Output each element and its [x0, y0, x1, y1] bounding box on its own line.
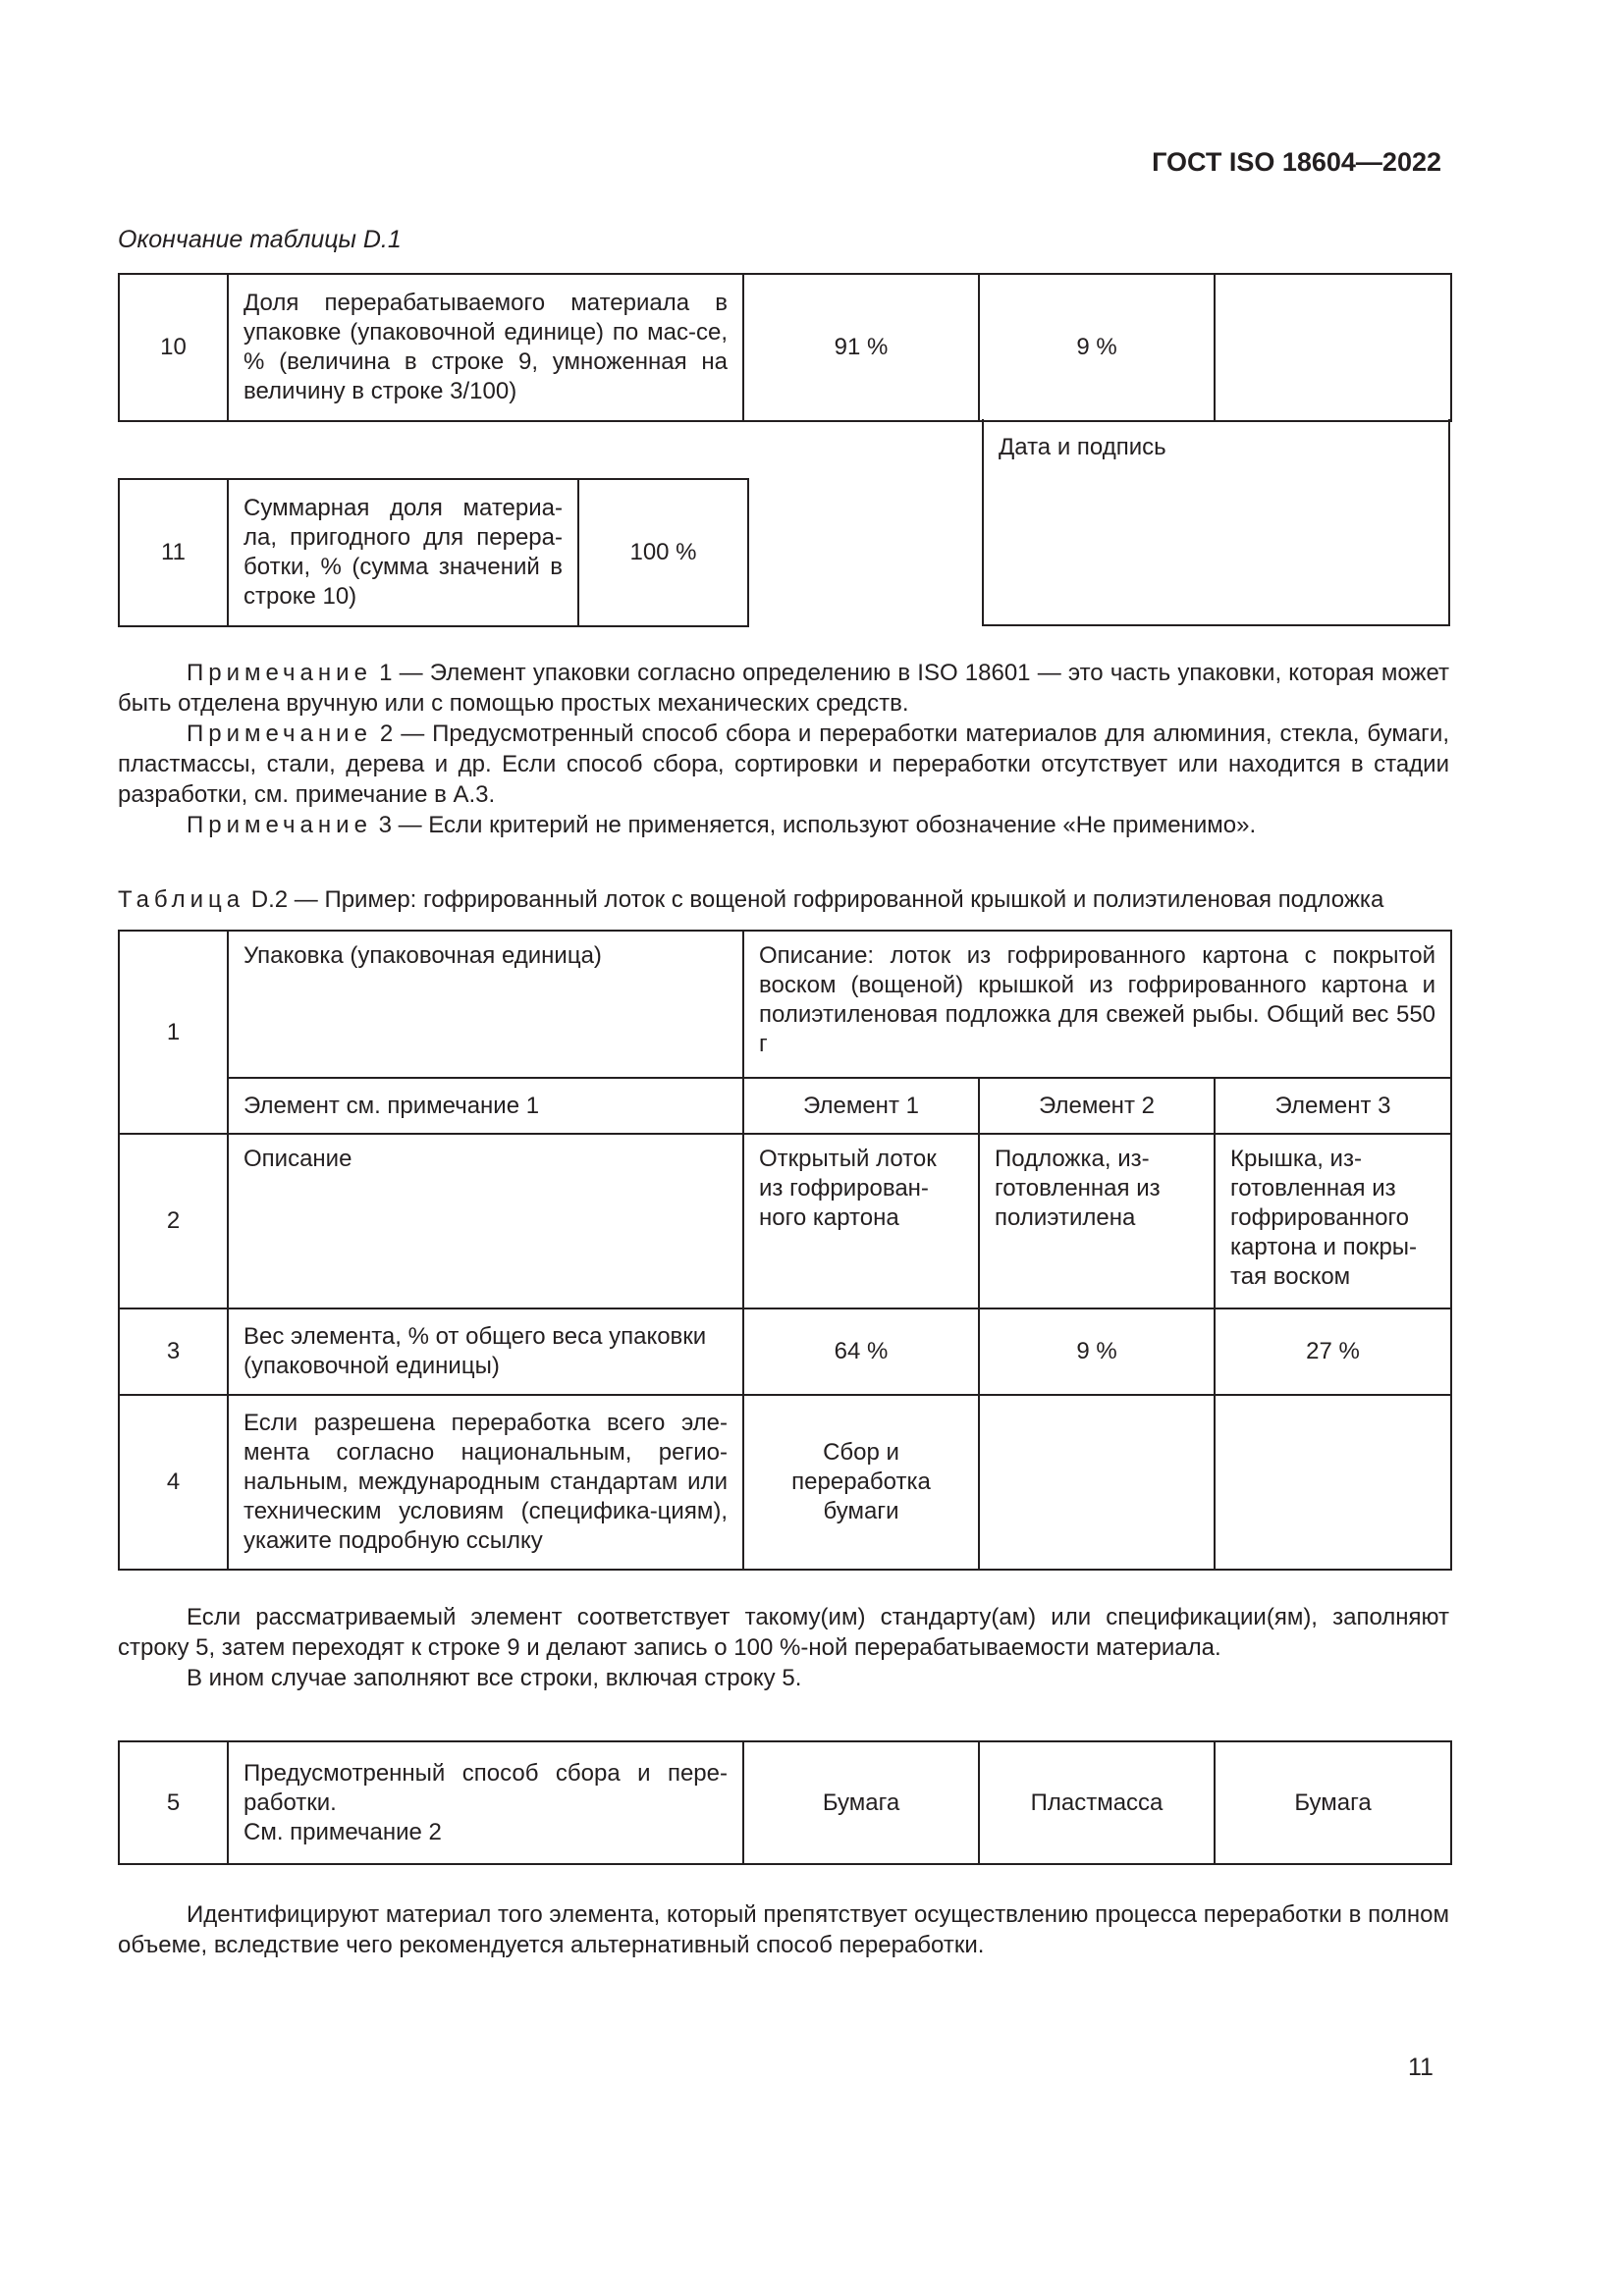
row-number: 4	[119, 1395, 228, 1570]
note-text: 2 — Предусмотренный способ сбора и переработки материалов для алюминия, стекла, бумаги, пластмассы, стали, дерева и др. Если способ сбора, сортировки и переработки отсутствует или находится в стадии разработки, см. примечание в А.3.	[118, 721, 1449, 808]
table-d2-caption	[118, 886, 1449, 914]
table-continuation-label: Окончание таблицы D.1	[118, 226, 402, 253]
packaging-description: Описание: лоток из гофрированного картона с покрытой воском (вощеной) крышкой из гофрированного картона и полиэтиленовая подложка для свежей рыбы. Общий вес 550 г	[743, 931, 1451, 1078]
table-row	[119, 931, 1451, 1078]
final-paragraph: Идентифицируют материал того элемента, который препятствует осуществлению процесса переработки в полном объеме, вследствие чего рекомендуется альтернативный способ переработки.	[118, 1901, 1449, 1958]
note-label: Примечание	[187, 812, 372, 838]
note-text: 3 — Если критерий не применяется, используют обозначение «Не применимо».	[371, 812, 1257, 838]
instruction-p1: Если рассматриваемый элемент соответствует такому(им) стандарту(ам) или спецификации(ям), заполняют строку 5, затем переходят к строке 9 и делают запись о 100 %-ной перерабатываемости материала.	[118, 1604, 1449, 1661]
element1-value: 91 %	[743, 274, 979, 421]
note-text: 1 — Элемент упаковки согласно определению в ISO 18601 — это часть упаковки, которая может быть отделена вручную или с помощью простых механических средств.	[118, 660, 1449, 717]
table-d2-row5	[118, 1740, 1452, 1865]
instruction-paragraph	[118, 1602, 1449, 1693]
element3-weight: 27 %	[1215, 1308, 1451, 1395]
row-number: 11	[119, 479, 228, 626]
page-number: 11	[1408, 2054, 1434, 2081]
element3-description: Крышка, из-готовленная из гофрированного картона и покры-тая воском	[1215, 1134, 1451, 1308]
element2-value: 9 %	[979, 274, 1215, 421]
row-number: 3	[119, 1308, 228, 1395]
collection-method-note: См. примечание 2	[244, 1818, 442, 1845]
element3-value	[1215, 274, 1451, 421]
table-d1-row11	[118, 478, 749, 627]
note-label: Примечание	[187, 660, 372, 686]
element1-header: Элемент 1	[743, 1078, 979, 1134]
instruction-p2: В ином случае заполняют все строки, включая строку 5.	[187, 1665, 802, 1691]
element1-description: Открытый лоток из гофрирован-ного картона	[743, 1134, 979, 1308]
element3-method: Бумага	[1215, 1741, 1451, 1864]
signature-box	[982, 419, 1450, 626]
element2-method: Пластмасса	[979, 1741, 1215, 1864]
collection-method-cell	[228, 1741, 743, 1864]
description-label: Описание	[228, 1134, 743, 1308]
row-value: 100 %	[578, 479, 748, 626]
element2-weight: 9 %	[979, 1308, 1215, 1395]
row-number: 5	[119, 1741, 228, 1864]
table-d2	[118, 930, 1452, 1571]
packaging-label: Упаковка (упаковочная единица)	[228, 931, 743, 1078]
element-label: Элемент см. примечание 1	[228, 1078, 743, 1134]
recycling-standard-label: Если разрешена переработка всего эле-мента согласно национальным, регио-нальным, международным стандартам или техническим условиям (специфика-циям), укажите подробную ссылку	[228, 1395, 743, 1570]
element3-standard	[1215, 1395, 1451, 1570]
element2-header: Элемент 2	[979, 1078, 1215, 1134]
caption-label: Таблица	[118, 886, 245, 913]
row-description: Доля перерабатываемого материала в упаковке (упаковочной единице) по мас-се, % (величина в строке 9, умноженная на величину в строке 3/100)	[228, 274, 743, 421]
element2-description: Подложка, из-готовленная из полиэтилена	[979, 1134, 1215, 1308]
table-row	[119, 1308, 1451, 1395]
signature-label: Дата и подпись	[983, 419, 1449, 625]
table-d1-row10	[118, 273, 1452, 422]
table-row	[119, 1134, 1451, 1308]
note-label: Примечание	[187, 721, 372, 747]
element2-standard	[979, 1395, 1215, 1570]
element1-method: Бумага	[743, 1741, 979, 1864]
element1-standard: Сбор и переработка бумаги	[743, 1395, 979, 1570]
element1-weight: 64 %	[743, 1308, 979, 1395]
row-number: 10	[119, 274, 228, 421]
note-2	[118, 719, 1449, 810]
note-1	[118, 658, 1449, 719]
table-row	[119, 1078, 1451, 1134]
table-row	[119, 1395, 1451, 1570]
row-number: 2	[119, 1134, 228, 1308]
notes-block	[118, 658, 1449, 840]
collection-method-label: Предусмотренный способ сбора и пере-работки.	[244, 1759, 728, 1816]
caption-text: D.2 — Пример: гофрированный лоток с вощеной гофрированной крышкой и полиэтиленовая подложка	[244, 886, 1384, 913]
row-description: Суммарная доля материа-ла, пригодного для перера-ботки, % (сумма значений в строке 10)	[228, 479, 578, 626]
weight-label: Вес элемента, % от общего веса упаковки (упаковочной единицы)	[228, 1308, 743, 1395]
document-code: ГОСТ ISO 18604—2022	[1152, 147, 1441, 177]
element3-header: Элемент 3	[1215, 1078, 1451, 1134]
note-3	[118, 810, 1449, 840]
row-number: 1	[119, 931, 228, 1134]
